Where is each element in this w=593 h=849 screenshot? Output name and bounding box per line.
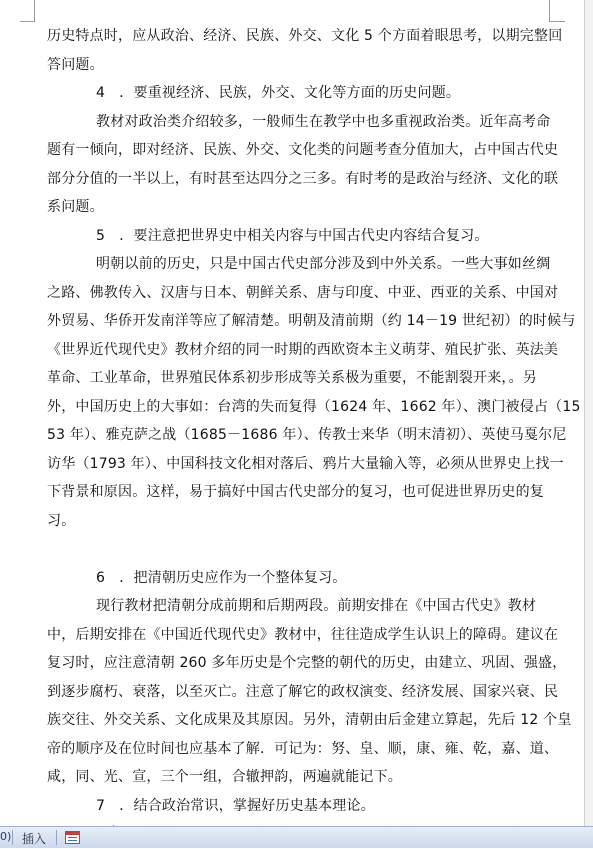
document-line: 中，后期安排在《中国近代现代史》教材中，往往造成学生认识上的障碍。建议在	[47, 626, 559, 643]
document-line: 习。	[47, 512, 76, 529]
document-line: 系问题。	[47, 199, 104, 215]
document-line: 革命、工业革命，世界殖民体系初步形成等关系极为重要，不能割裂开来，。另	[47, 370, 537, 386]
status-separator	[56, 830, 57, 845]
insert-mode-indicator[interactable]: 插入	[22, 832, 47, 846]
document-line: 咸，同、光、宣，三个一组，合辙押韵，两遍就能记下。	[47, 769, 402, 785]
document-line: 历史特点时，应从政治、经济、民族、外交、文化 5 个方面着眼思考，以期完整回	[47, 28, 563, 44]
document-line: 访华（1793 年）、中国科技文化相对落后、鸦片大量输入等，必须从世界史上找一	[47, 455, 564, 472]
document-line: 教材对政治类介绍较多，一般师生在教学中也多重视政治类。近年高考命	[96, 113, 551, 130]
document-line: 部分分值的一半以上，有时甚至达四分之三多。有时考的是政治与经济、文化的联	[47, 170, 559, 187]
document-line: 到逐步腐朽、衰落，以至灭亡。注意了解它的政权演变、经济发展、国家兴衰、民	[47, 683, 559, 700]
document-line: 族交往、外交关系、文化成果及其原因。另外，清朝由后金建立算起，先后 12 个皇	[47, 712, 572, 728]
document-line: 《世界近代现代史》教材介绍的同一时期的西欧资本主义萌芽、殖民扩张、英法美	[47, 341, 559, 358]
document-line: 帝的顺序及在位时间也应基本了解．可记为：努、皇、顺，康、雍、乾，嘉、道、	[47, 740, 559, 757]
status-separator	[12, 830, 13, 845]
document-body[interactable]	[47, 22, 581, 849]
document-line: 4 ．要重视经济、民族，外交、文化等方面的历史问题。	[96, 85, 461, 101]
vertical-scrollbar[interactable]	[584, 0, 593, 826]
crop-mark-left-horizontal	[20, 21, 35, 22]
crop-mark-right	[549, 0, 550, 22]
blank-line	[47, 535, 567, 564]
document-line: 53 年）、雅克萨之战（1685－1686 年）、传教士来华（明末清初）、英使马戛尔尼	[47, 427, 567, 443]
crop-mark-left	[34, 0, 35, 22]
document-line: 外贸易、华侨开发南洋等应了解清楚。明朝及清前期（约 14－19 世纪初）的时候与	[47, 313, 576, 329]
document-line: 答问题。	[47, 56, 104, 73]
document-line: 之路、佛教传入、汉唐与日本、朝鲜关系、唐与印度、中亚、西亚的关系、中国对	[47, 284, 559, 301]
status-fragment: 0)	[0, 830, 12, 843]
document-line: 外，中国历史上的大事如：台湾的失而复得（1624 年、1662 年）、澳门被侵占（15	[47, 398, 581, 415]
macro-record-icon[interactable]	[65, 831, 80, 844]
document-line: 5 ．要注意把世界史中相关内容与中国古代史内容结合复习。	[96, 227, 489, 244]
status-bar	[0, 826, 593, 848]
document-line: 7 ．结合政治常识，掌握好历史基本理论。	[96, 797, 375, 814]
document-line: 下背景和原因。这样，易于搞好中国古代史部分的复习，也可促进世界历史的复	[47, 484, 544, 500]
document-line: 明朝以前的历史，只是中国古代史部分涉及到中外关系。一些大事如丝绸	[96, 256, 551, 272]
document-line: 题有一倾向，即对经济、民族、外交、文化类的问题考查分值加大，占中国古代史	[47, 142, 559, 158]
document-line: 现行教材把清朝分成前期和后期两段。前期安排在《中国古代史》教材	[96, 598, 537, 614]
document-line: 6 ．把清朝历史应作为一个整体复习。	[96, 569, 347, 586]
document-line: 复习时，应注意清朝 260 多年历史是个完整的朝代的历史，由建立、巩固、强盛，	[47, 655, 567, 671]
